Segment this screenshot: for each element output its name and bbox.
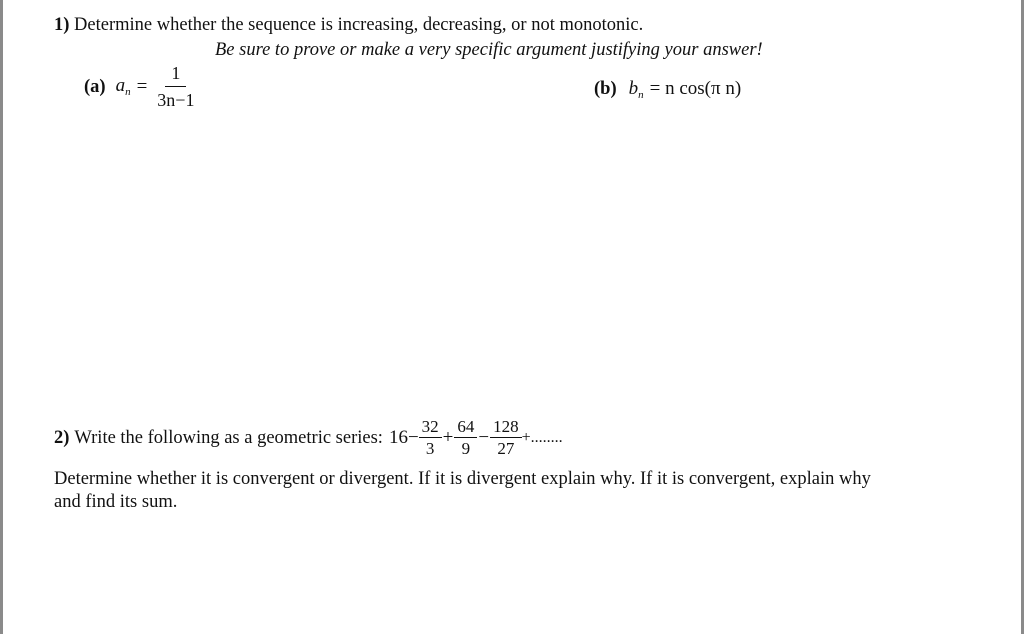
- series-term-2-denominator: 3: [425, 439, 435, 458]
- series-operator-3: −: [478, 426, 490, 448]
- problem1-number: 1): [54, 15, 70, 35]
- problem2-heading: [54, 417, 563, 458]
- part-b-label: (b): [594, 79, 617, 99]
- series-term-4-numerator: 128: [490, 417, 522, 438]
- problem2-prompt: Write the following as a geometric series:: [74, 427, 383, 448]
- problem2-number: 2): [54, 427, 70, 448]
- problem2-line2: Determine whether it is convergent or divergent. If it is divergent explain why. If it is convergent, explain why: [54, 469, 871, 489]
- part-b: [594, 78, 741, 101]
- series-term-3-denominator: 9: [461, 439, 471, 458]
- part-a-equals: =: [136, 75, 148, 97]
- part-a-fraction: [151, 62, 200, 111]
- series-term-2-numerator: 32: [419, 417, 442, 438]
- part-a-denominator: 3n−1: [157, 90, 195, 110]
- part-b-subscript: n: [638, 89, 644, 101]
- series-term-2: [419, 417, 442, 458]
- series-term-3: [454, 417, 477, 458]
- part-a-subscript: n: [125, 86, 131, 98]
- part-b-expression: = n cos(π n): [649, 78, 742, 99]
- part-a-variable: a: [115, 75, 126, 96]
- problem1-heading: [54, 14, 643, 36]
- problem2-line3: and find its sum.: [54, 492, 178, 512]
- series-term-3-numerator: 64: [454, 417, 477, 438]
- series-term-4-denominator: 27: [497, 439, 515, 458]
- series-term-4: [490, 417, 522, 458]
- part-a-label: (a): [84, 76, 106, 97]
- part-b-variable: b: [628, 78, 639, 99]
- series-tail: +........: [521, 428, 563, 446]
- part-a: [84, 62, 200, 111]
- series-operator-2: +: [442, 426, 454, 448]
- problem1-instruction: Be sure to prove or make a very specific argument justifying your answer!: [215, 40, 763, 60]
- problem1-prompt: Determine whether the sequence is increasing, decreasing, or not monotonic.: [74, 15, 644, 35]
- part-a-numerator: 1: [165, 62, 186, 87]
- series-first-term: 16−: [388, 426, 419, 448]
